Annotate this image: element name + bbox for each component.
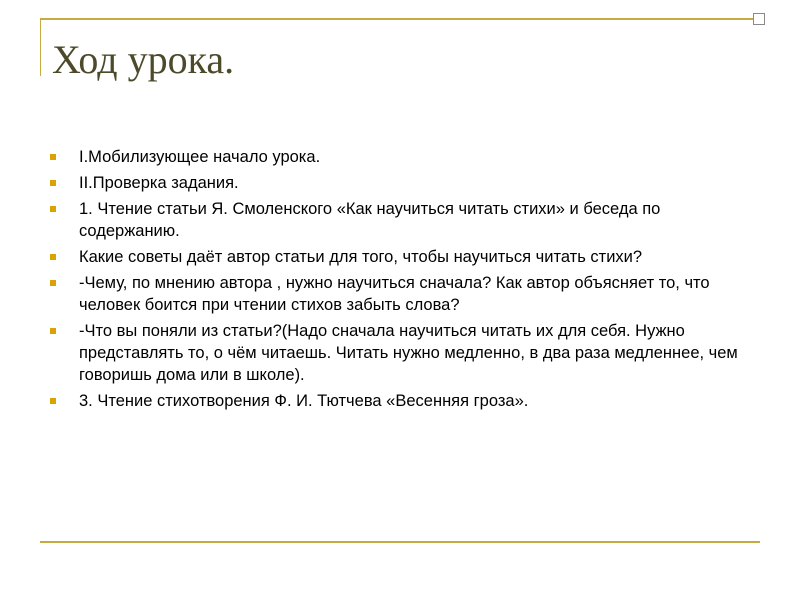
list-item-text: 1. Чтение статьи Я. Смоленского «Как научиться читать стихи» и беседа по содержанию. [79,200,661,240]
list-item [50,272,750,316]
square-bullet-icon [50,280,56,286]
corner-square-icon [753,13,765,25]
list-item [50,146,750,168]
list-item-text: -Чему, по мнению автора , нужно научиться сначала? Как автор объясняет то, что человек боится при чтении стихов забыть слова? [79,274,710,314]
list-item [50,198,750,242]
slide-title: Ход урока. [52,37,235,82]
bullet-list [50,146,750,416]
list-item-text: -Что вы поняли из статьи?(Надо сначала научиться читать их для себя. Нужно представлять то, о чём читаешь. Читать нужно медленно, в два раза медленнее, чем говоришь дома или в школе). [79,322,738,384]
square-bullet-icon [50,254,56,260]
list-item-text: Какие советы даёт автор статьи для того, чтобы научиться читать стихи? [79,248,643,266]
top-divider-line [40,18,760,20]
list-item-text: II.Проверка задания. [79,174,239,192]
bottom-divider-line [40,541,760,543]
list-item [50,320,750,386]
list-item-text: 3. Чтение стихотворения Ф. И. Тютчева «Весенняя гроза». [79,392,529,410]
left-divider-line [40,20,41,76]
list-item-text: I.Мобилизующее начало урока. [79,148,321,166]
list-item [50,172,750,194]
square-bullet-icon [50,154,56,160]
square-bullet-icon [50,180,56,186]
square-bullet-icon [50,328,56,334]
list-item [50,390,750,412]
square-bullet-icon [50,398,56,404]
square-bullet-icon [50,206,56,212]
list-item [50,246,750,268]
